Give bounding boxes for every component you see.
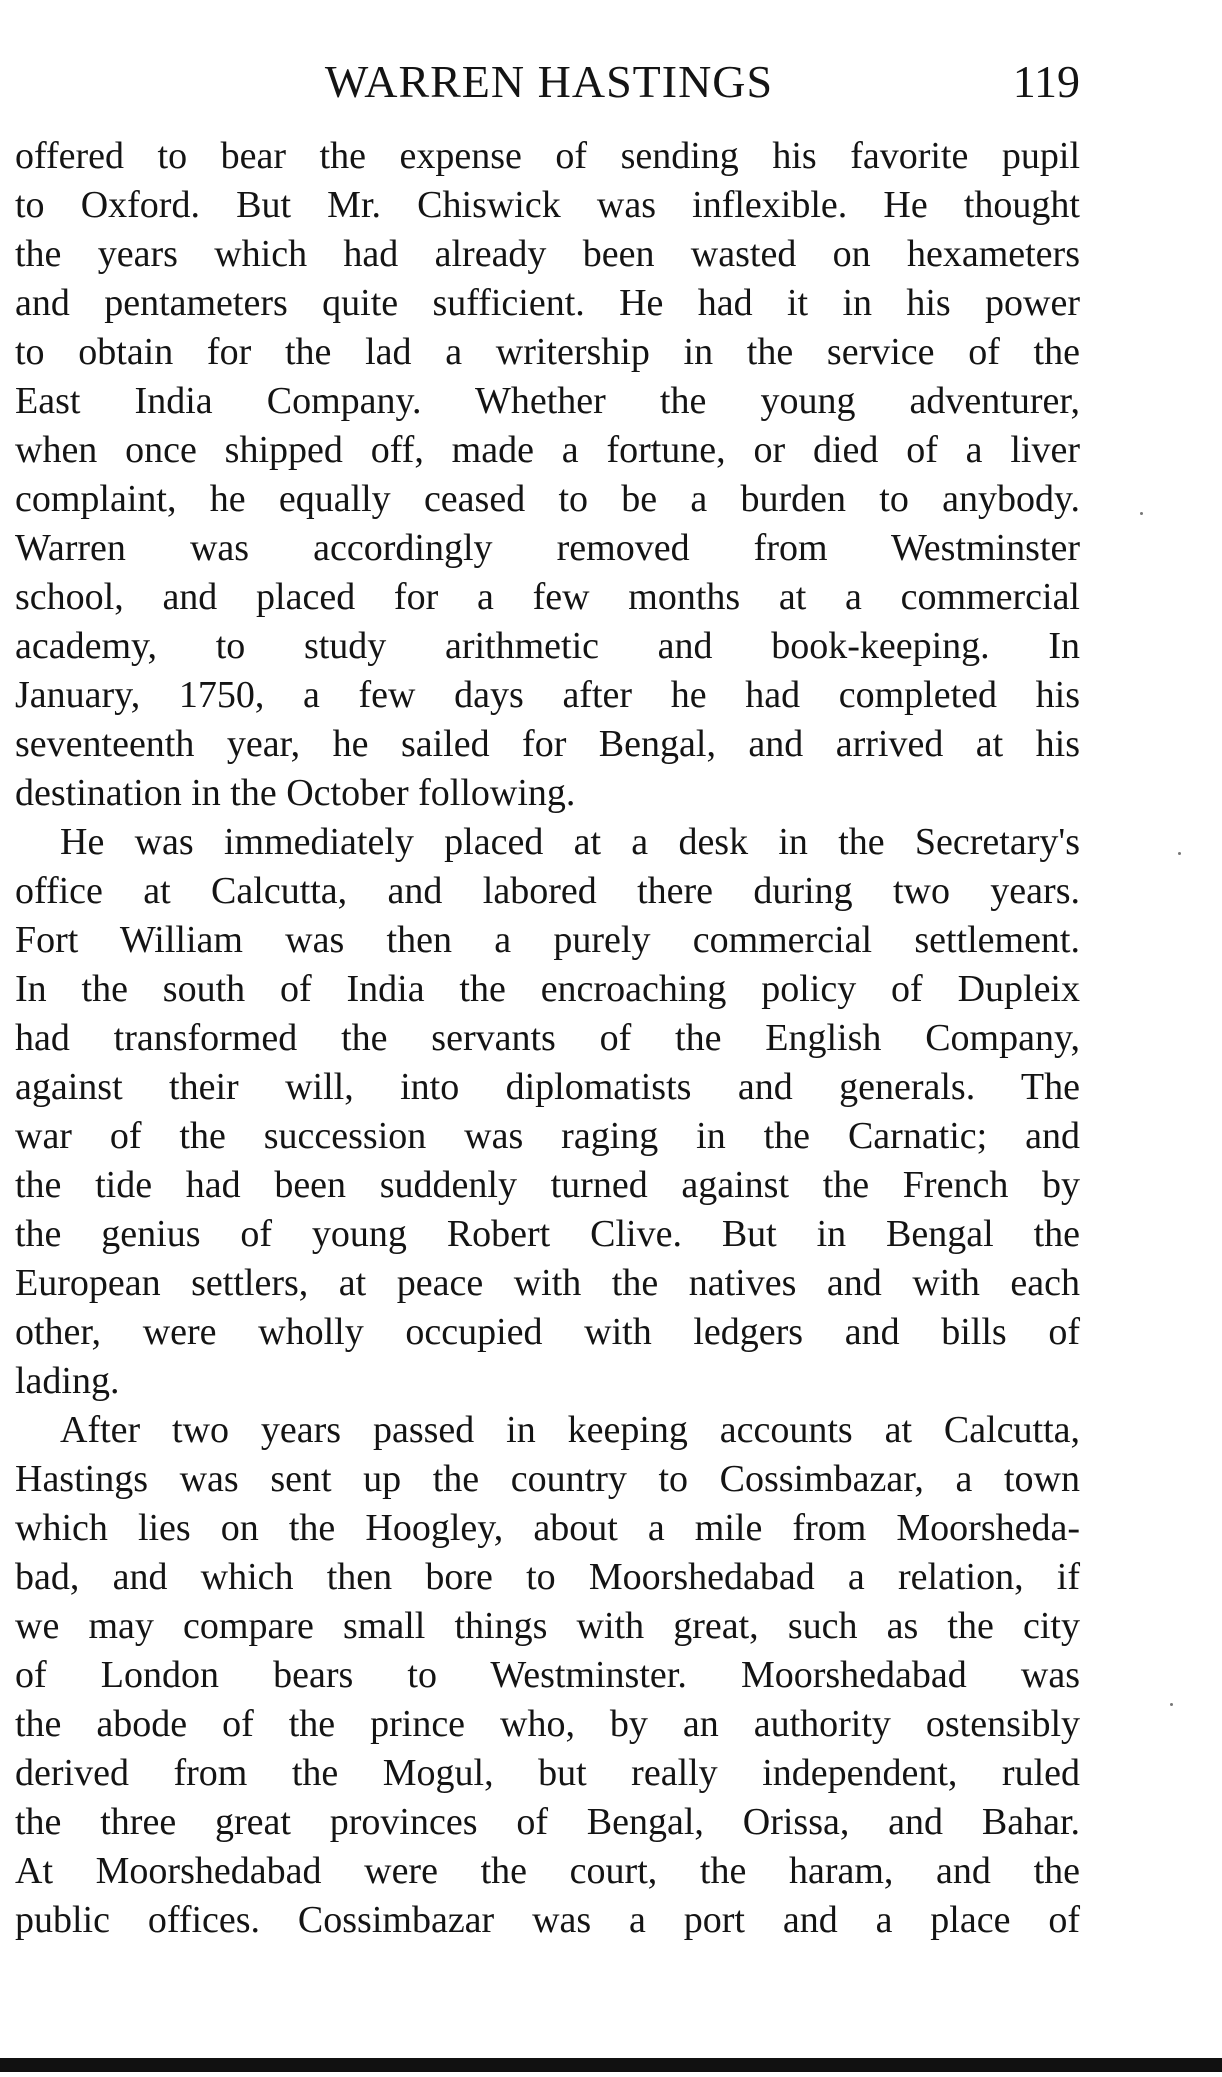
text-line: European settlers, at peace with the natives and with each [15,1262,1080,1304]
text-line: office at Calcutta, and labored there during two years. [15,870,1080,912]
text-line: Hastings was sent up the country to Cossimbazar, a town [15,1458,1080,1500]
text-line: Warren was accordingly removed from Westminster [15,527,1080,569]
text-line: had transformed the servants of the English Company, [15,1017,1080,1059]
text-line: public offices. Cossimbazar was a port and a place of [15,1899,1080,1941]
text-line: He was immediately placed at a desk in the Secretary's [60,821,1080,863]
text-line: East India Company. Whether the young adventurer, [15,380,1080,422]
text-line: destination in the October following. [15,772,576,814]
text-line: the genius of young Robert Clive. But in Bengal the [15,1213,1080,1255]
text-line: war of the succession was raging in the Carnatic; and [15,1115,1080,1157]
text-line: In the south of India the encroaching policy of Dupleix [15,968,1080,1010]
scan-speck [1140,512,1143,515]
text-line: when once shipped off, made a fortune, or died of a liver [15,429,1080,471]
text-line: other, were wholly occupied with ledgers and bills of [15,1311,1080,1353]
text-line: the abode of the prince who, by an authority ostensibly [15,1703,1080,1745]
paragraph-2 [15,818,1080,1406]
bottom-border-rule [0,2058,1222,2072]
text-line: against their will, into diplomatists and generals. The [15,1066,1080,1108]
text-line: After two years passed in keeping accounts at Calcutta, [60,1409,1080,1451]
text-line: academy, to study arithmetic and book-keeping. In [15,625,1080,667]
text-line: the years which had already been wasted on hexameters [15,233,1080,275]
paragraph-1 [15,132,1080,818]
text-line: seventeenth year, he sailed for Bengal, and arrived at his [15,723,1080,765]
scan-speck [1178,852,1181,855]
text-line: the three great provinces of Bengal, Orissa, and Bahar. [15,1801,1080,1843]
text-line: Fort William was then a purely commercial settlement. [15,919,1080,961]
text-line: the tide had been suddenly turned against the French by [15,1164,1080,1206]
text-body [15,132,1080,1945]
text-line: derived from the Mogul, but really independent, ruled [15,1752,1080,1794]
text-line: we may compare small things with great, such as the city [15,1605,1080,1647]
text-line: and pentameters quite sufficient. He had it in his power [15,282,1080,324]
text-line: to obtain for the lad a writership in the service of the [15,331,1080,373]
text-line: of London bears to Westminster. Moorshedabad was [15,1654,1080,1696]
text-line: which lies on the Hoogley, about a mile from Moorsheda- [15,1507,1080,1549]
running-title: WARREN HASTINGS [324,56,774,107]
text-line: complaint, he equally ceased to be a burden to anybody. [15,478,1080,520]
page-header [18,52,1080,112]
paragraph-3 [15,1406,1080,1945]
scan-speck [1170,1703,1173,1706]
text-line: offered to bear the expense of sending his favorite pupil [15,135,1080,177]
text-line: to Oxford. But Mr. Chiswick was inflexible. He thought [15,184,1080,226]
text-line: lading. [15,1360,120,1402]
text-line: bad, and which then bore to Moorshedabad a relation, if [15,1556,1080,1598]
text-line: school, and placed for a few months at a commercial [15,576,1080,618]
text-line: January, 1750, a few days after he had completed his [15,674,1080,716]
text-line: At Moorshedabad were the court, the haram, and the [15,1850,1080,1892]
page-number: 119 [1012,56,1080,107]
